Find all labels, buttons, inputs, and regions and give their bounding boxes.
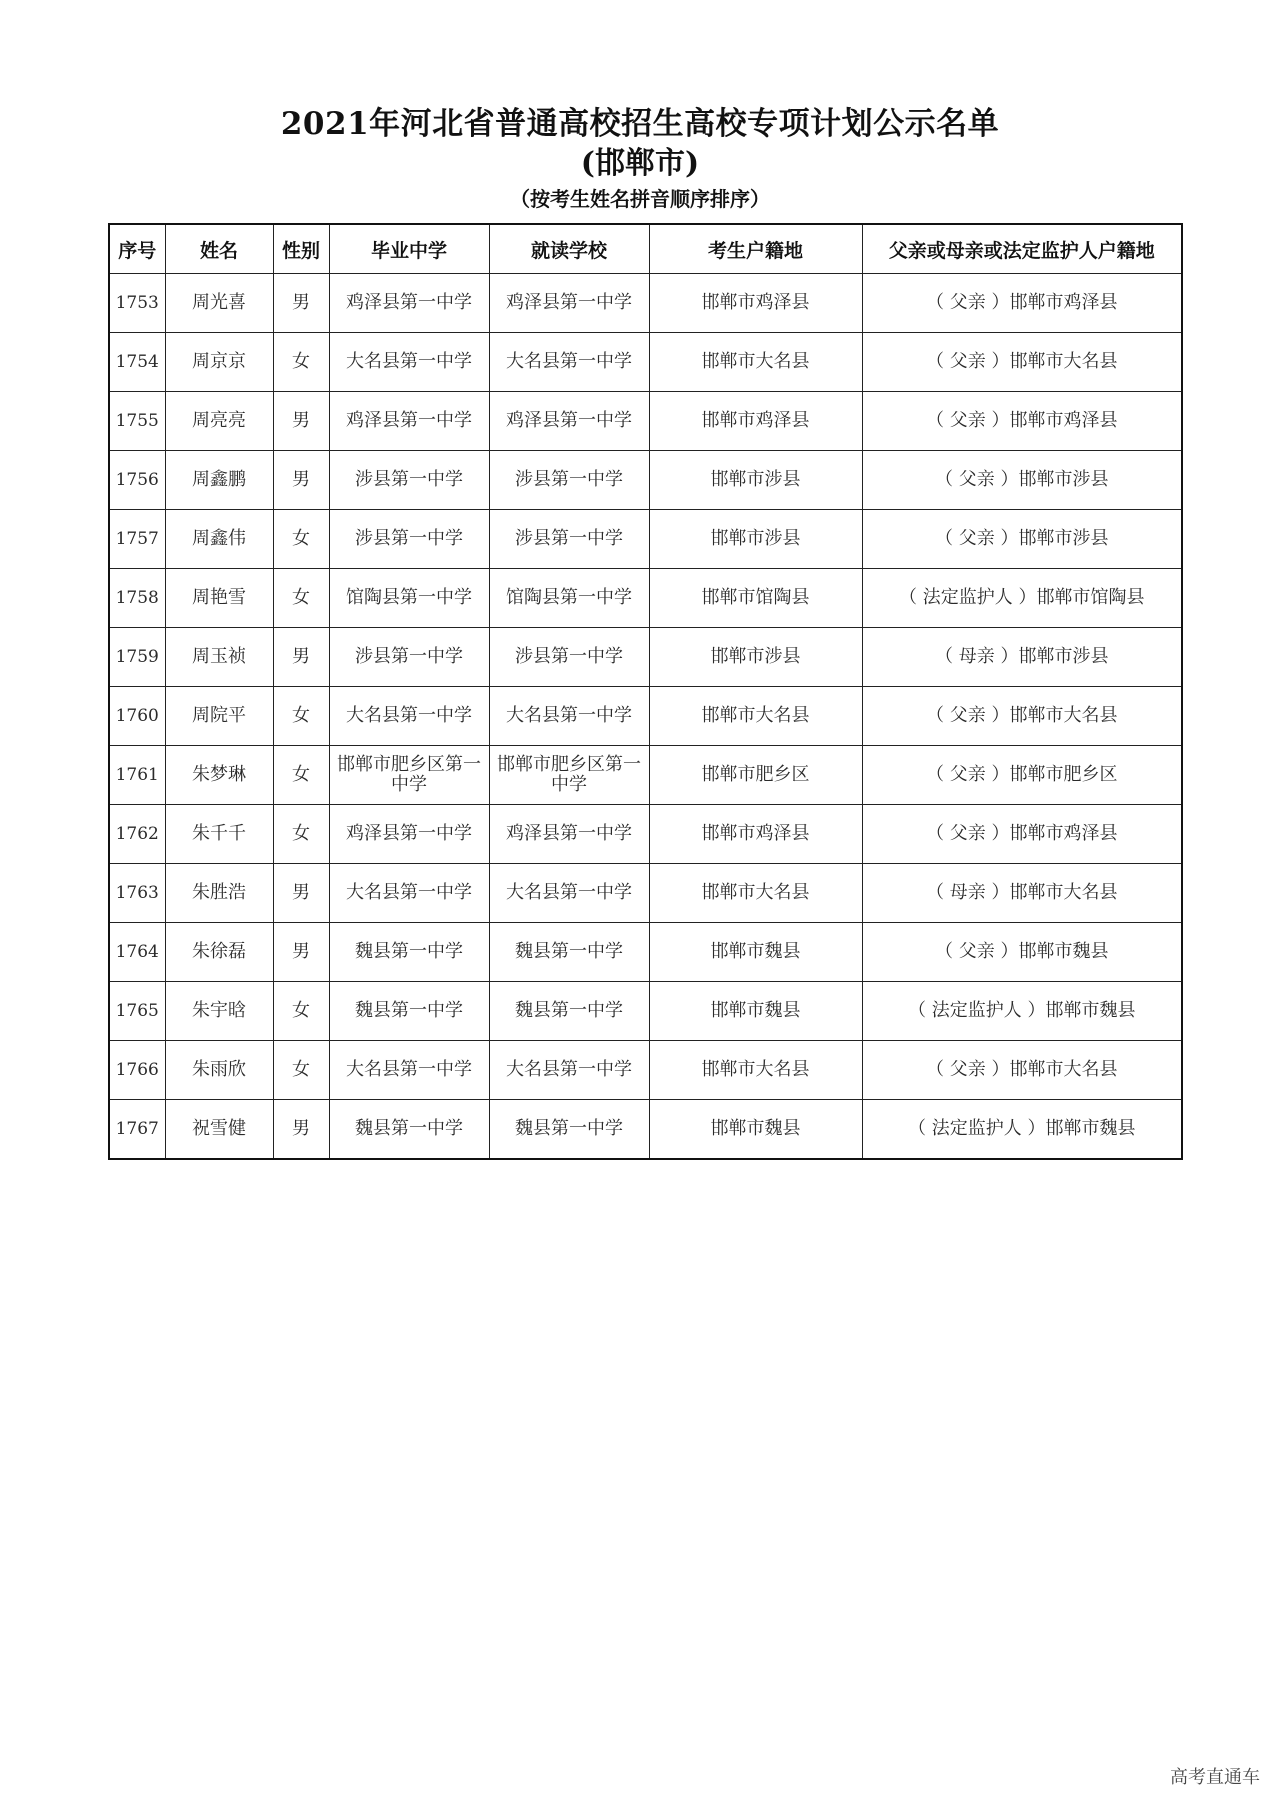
cell-current-school: 涉县第一中学	[489, 628, 649, 687]
cell-current-school: 大名县第一中学	[489, 333, 649, 392]
cell-gender: 女	[273, 510, 329, 569]
table-row	[109, 333, 1182, 392]
cell-guardian-residence: （ 母亲 ）邯郸市大名县	[862, 864, 1182, 923]
table-row	[109, 982, 1182, 1041]
table-row	[109, 864, 1182, 923]
cell-graduation-school: 邯郸市肥乡区第一中学	[329, 746, 489, 805]
cell-name: 朱胜浩	[165, 864, 273, 923]
header-graduation-school: 毕业中学	[329, 224, 489, 274]
header-gender: 性别	[273, 224, 329, 274]
document-subtitle: (邯郸市)	[580, 146, 700, 181]
cell-guardian-residence: （ 父亲 ）邯郸市鸡泽县	[862, 274, 1182, 333]
cell-gender: 男	[273, 451, 329, 510]
header-serial: 序号	[109, 224, 165, 274]
cell-guardian-residence: （ 法定监护人 ）邯郸市馆陶县	[862, 569, 1182, 628]
cell-current-school: 鸡泽县第一中学	[489, 392, 649, 451]
cell-graduation-school: 鸡泽县第一中学	[329, 274, 489, 333]
table-row	[109, 805, 1182, 864]
cell-student-residence: 邯郸市馆陶县	[649, 569, 862, 628]
cell-guardian-residence: （ 父亲 ）邯郸市涉县	[862, 451, 1182, 510]
cell-serial: 1757	[109, 510, 165, 569]
cell-graduation-school: 鸡泽县第一中学	[329, 805, 489, 864]
cell-gender: 男	[273, 274, 329, 333]
roster-body	[109, 274, 1182, 1160]
cell-guardian-residence: （ 父亲 ）邯郸市肥乡区	[862, 746, 1182, 805]
cell-serial: 1762	[109, 805, 165, 864]
cell-gender: 男	[273, 864, 329, 923]
table-row	[109, 1100, 1182, 1160]
cell-graduation-school: 魏县第一中学	[329, 1100, 489, 1160]
cell-current-school: 大名县第一中学	[489, 864, 649, 923]
cell-graduation-school: 涉县第一中学	[329, 510, 489, 569]
table-row	[109, 392, 1182, 451]
cell-serial: 1755	[109, 392, 165, 451]
cell-graduation-school: 涉县第一中学	[329, 451, 489, 510]
cell-current-school: 鸡泽县第一中学	[489, 805, 649, 864]
cell-current-school: 涉县第一中学	[489, 510, 649, 569]
cell-guardian-residence: （ 母亲 ）邯郸市涉县	[862, 628, 1182, 687]
table-row	[109, 1041, 1182, 1100]
cell-guardian-residence: （ 父亲 ）邯郸市大名县	[862, 333, 1182, 392]
cell-student-residence: 邯郸市大名县	[649, 333, 862, 392]
cell-graduation-school: 魏县第一中学	[329, 982, 489, 1041]
watermark: 高考直通车	[1170, 1767, 1260, 1788]
cell-current-school: 邯郸市肥乡区第一中学	[489, 746, 649, 805]
header-name: 姓名	[165, 224, 273, 274]
cell-serial: 1761	[109, 746, 165, 805]
cell-guardian-residence: （ 父亲 ）邯郸市大名县	[862, 687, 1182, 746]
cell-gender: 女	[273, 687, 329, 746]
cell-serial: 1763	[109, 864, 165, 923]
table-row	[109, 569, 1182, 628]
cell-current-school: 馆陶县第一中学	[489, 569, 649, 628]
cell-student-residence: 邯郸市涉县	[649, 510, 862, 569]
cell-serial: 1767	[109, 1100, 165, 1160]
cell-student-residence: 邯郸市鸡泽县	[649, 392, 862, 451]
cell-name: 周玉祯	[165, 628, 273, 687]
cell-serial: 1759	[109, 628, 165, 687]
cell-gender: 女	[273, 982, 329, 1041]
table-row	[109, 923, 1182, 982]
cell-guardian-residence: （ 父亲 ）邯郸市鸡泽县	[862, 392, 1182, 451]
cell-name: 周院平	[165, 687, 273, 746]
cell-graduation-school: 魏县第一中学	[329, 923, 489, 982]
header-current-school: 就读学校	[489, 224, 649, 274]
sort-note: （按考生姓名拼音顺序排序）	[510, 187, 770, 211]
cell-student-residence: 邯郸市大名县	[649, 687, 862, 746]
cell-name: 朱雨欣	[165, 1041, 273, 1100]
cell-current-school: 大名县第一中学	[489, 687, 649, 746]
cell-student-residence: 邯郸市鸡泽县	[649, 805, 862, 864]
cell-name: 朱梦琳	[165, 746, 273, 805]
cell-serial: 1758	[109, 569, 165, 628]
cell-gender: 女	[273, 333, 329, 392]
cell-name: 朱徐磊	[165, 923, 273, 982]
table-row	[109, 510, 1182, 569]
cell-student-residence: 邯郸市涉县	[649, 628, 862, 687]
table-row	[109, 628, 1182, 687]
cell-serial: 1756	[109, 451, 165, 510]
cell-serial: 1753	[109, 274, 165, 333]
cell-graduation-school: 大名县第一中学	[329, 864, 489, 923]
cell-student-residence: 邯郸市涉县	[649, 451, 862, 510]
cell-gender: 男	[273, 923, 329, 982]
table-row	[109, 451, 1182, 510]
cell-name: 周艳雪	[165, 569, 273, 628]
cell-name: 周京京	[165, 333, 273, 392]
cell-guardian-residence: （ 法定监护人 ）邯郸市魏县	[862, 1100, 1182, 1160]
header-student-residence: 考生户籍地	[649, 224, 862, 274]
cell-serial: 1765	[109, 982, 165, 1041]
cell-serial: 1766	[109, 1041, 165, 1100]
cell-guardian-residence: （ 父亲 ）邯郸市鸡泽县	[862, 805, 1182, 864]
cell-current-school: 大名县第一中学	[489, 1041, 649, 1100]
cell-guardian-residence: （ 父亲 ）邯郸市大名县	[862, 1041, 1182, 1100]
title-block	[0, 104, 1280, 214]
cell-student-residence: 邯郸市大名县	[649, 864, 862, 923]
cell-gender: 男	[273, 628, 329, 687]
cell-name: 周鑫鹏	[165, 451, 273, 510]
cell-gender: 女	[273, 746, 329, 805]
table-row	[109, 746, 1182, 805]
cell-gender: 男	[273, 1100, 329, 1160]
cell-graduation-school: 大名县第一中学	[329, 687, 489, 746]
cell-current-school: 鸡泽县第一中学	[489, 274, 649, 333]
cell-graduation-school: 大名县第一中学	[329, 333, 489, 392]
cell-serial: 1754	[109, 333, 165, 392]
cell-current-school: 涉县第一中学	[489, 451, 649, 510]
cell-graduation-school: 馆陶县第一中学	[329, 569, 489, 628]
cell-name: 周亮亮	[165, 392, 273, 451]
cell-student-residence: 邯郸市鸡泽县	[649, 274, 862, 333]
header-row	[109, 224, 1182, 274]
cell-graduation-school: 鸡泽县第一中学	[329, 392, 489, 451]
cell-gender: 女	[273, 569, 329, 628]
cell-name: 周光喜	[165, 274, 273, 333]
cell-student-residence: 邯郸市肥乡区	[649, 746, 862, 805]
table-row	[109, 274, 1182, 333]
cell-gender: 女	[273, 805, 329, 864]
cell-current-school: 魏县第一中学	[489, 1100, 649, 1160]
cell-student-residence: 邯郸市大名县	[649, 1041, 862, 1100]
cell-graduation-school: 涉县第一中学	[329, 628, 489, 687]
cell-serial: 1764	[109, 923, 165, 982]
cell-graduation-school: 大名县第一中学	[329, 1041, 489, 1100]
cell-name: 祝雪健	[165, 1100, 273, 1160]
cell-student-residence: 邯郸市魏县	[649, 1100, 862, 1160]
cell-guardian-residence: （ 法定监护人 ）邯郸市魏县	[862, 982, 1182, 1041]
cell-name: 周鑫伟	[165, 510, 273, 569]
cell-serial: 1760	[109, 687, 165, 746]
cell-gender: 男	[273, 392, 329, 451]
header-guardian-residence: 父亲或母亲或法定监护人户籍地	[862, 224, 1182, 274]
cell-guardian-residence: （ 父亲 ）邯郸市涉县	[862, 510, 1182, 569]
cell-guardian-residence: （ 父亲 ）邯郸市魏县	[862, 923, 1182, 982]
cell-name: 朱宇晗	[165, 982, 273, 1041]
cell-student-residence: 邯郸市魏县	[649, 982, 862, 1041]
cell-current-school: 魏县第一中学	[489, 982, 649, 1041]
document-title: 2021年河北省普通高校招生高校专项计划公示名单	[280, 106, 1000, 142]
roster-table	[108, 223, 1183, 1160]
cell-current-school: 魏县第一中学	[489, 923, 649, 982]
cell-gender: 女	[273, 1041, 329, 1100]
cell-name: 朱千千	[165, 805, 273, 864]
cell-student-residence: 邯郸市魏县	[649, 923, 862, 982]
table-row	[109, 687, 1182, 746]
